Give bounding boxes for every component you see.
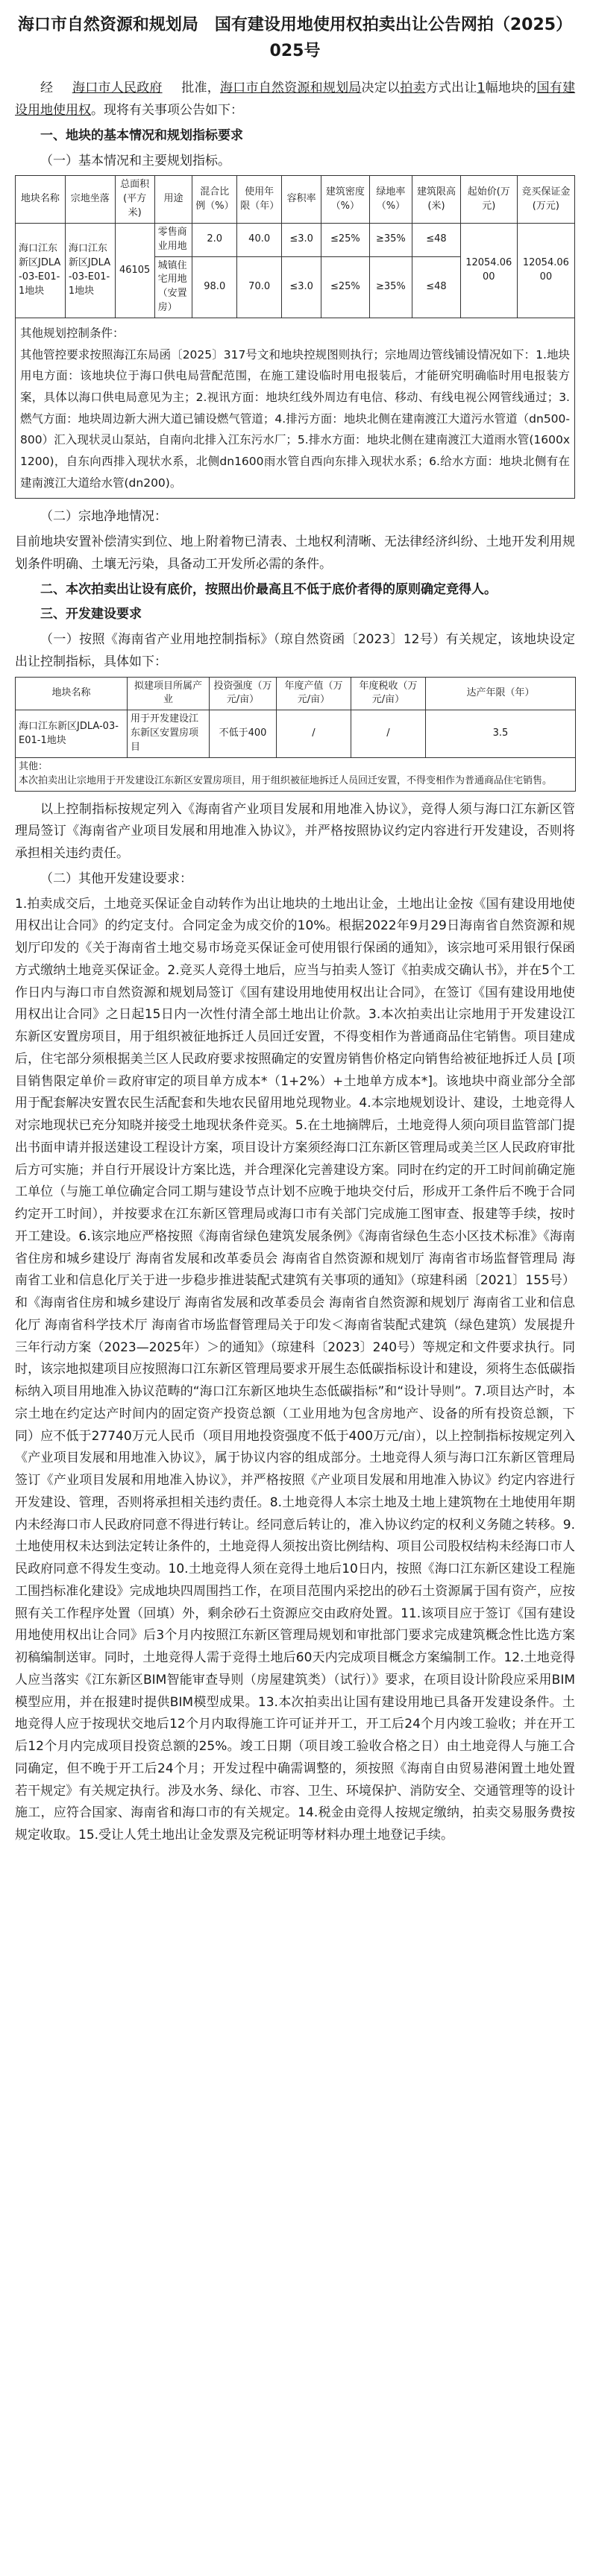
height-cell: ≤48	[412, 256, 461, 318]
intro-issuer: 海口市自然资源和规划局	[220, 80, 362, 96]
header-cell: 建筑密度（%）	[321, 176, 370, 224]
other-requirements-paragraph: 1.拍卖成交后，土地竞买保证金自动转作为出让地块的土地出让金，土地出让金按《国有建设用地使用权出让合同》的约定支付。合同定金为成交价的10%。根据2022年9月29日海南省自然资源和规划厅印发的《关于海南省土地交易市场竞买保证金可使用银行保函的通知》，该宗地可采用银行保函方式缴纳土地竞买保证金。2.竞买人竞得土地后，应当与拍卖人签订《拍卖成交确认书》，并在5个工作日内与海口市自然资源和规划局签订《国有建设用地使用权出让合同》，在签订《国有建设用地使用权出让合同》之日起15日内一次性付清全部土地出让价款。3.本次拍卖出让宗地用于开发建设江东新区安置房项目，用于组织被征地拆迁人员回迁安置，不得变相作为普通商品住宅销售。项目建成后，住宅部分须根据美兰区人民政府要求按照确定的安置房销售价格定向销售给被征地拆迁人员 [项目销售限定单价＝政府审定的项目单方成本*（1+2%）+土地单方成本*]。该地块中商业部分全部用于配套解决安置农民生活配套和失地农民留用地兑现物业。4.本宗地规划设计、建设，土地竞得人对宗地现状已充分知晓并接受土地现状条件竞买。5.在土地摘牌后，土地竞得人须向项目监管部门提出书面申请并报送建设工程设计方案，项目设计方案须经海口江东新区管理局或美兰区人民政府审批后方可实施；并自行开展设计方案比选，并合理深化完善建设方案。同时在约定的开工时间前确定施工单位（与施工单位确定合同工期与建设节点计划不应晚于地块交付后，形成开工条件后不晚于合同约定开工时间），并按要求在江东新区管理局或海口市有关部门完成施工图审查、报建等手续，按时开工建设。6.该宗地应严格按照《海南省绿色建筑发展条例》《海南省绿色生态小区技术标准》《海南省住房和城乡建设厅 海南省发展和改革委员会 海南省自然资源和规划厅 海南省市场监督管理局 海南省工业和信息化厅关于进一步稳步推进装配式建筑有关事项的通知》（琼建科函〔2021〕155号）和《海南省住房和城乡建设厅 海南省发展和改革委员会 海南省自然资源和规划厅 海南省工业和信息化厅 海南省科学技术厅 海南省市场监督管理局关于印发＜海南省装配式建筑（绿色建筑）发展提升三年行动方案（2023—2025年）＞的通知》（琼建科〔2023〕240号）等规定和文件要求执行。同时，该宗地拟建项目应按照海口江东新区管理局要求开展生态低碳指标设计和建设，须将生态低碳指标纳入项目用地准入协议范畴的“海口江东新区地块生态低碳指标”和“设计导则”。7.项目达产时，本宗土地在约定达产时间内的固定资产投资总额（工业用地为包含房地产、设备的所有投资总额，下同）应不低于27740万元人民币（项目用地投资强度不低于400万元/亩），以上控制指标按规定列入《产业项目发展和用地准入协议》，属于协议内容的组成部分。土地竞得人须与海口江东新区管理局签订《产业项目发展和用地准入协议》，并严格按照《产业项目发展和用地准入协议》约定内容进行开发建设、管理，否则将承担相关违约责任。8.土地竞得人本宗土地及土地上建筑物在土地使用年期内未经海口市人民政府同意不得进行转让。经同意后转让的，准入协议约定的权利义务随之转移。9.土地使用权未达到法定转让条件的，土地竞得人须按出资比例结构、项目公司股权结构未经海口市人民政府同意不得发生变动。10.土地竞得人须在竞得土地后10日内，按照《海口江东新区建设工程施工围挡标准化建设》完成地块四周围挡工作，在项目范围内采挖出的砂石土资源属于国有资产，应按照有关工作程序处置（回填）外，剩余砂石土资源应交由政府处置。11.该项目应于签订《国有建设用地使用权出让合同》后3个月内按照江东新区管理局规划和审批部门要求完成建筑概念性比选方案初稿编制送审。同时，土地竞得人需于竞得土地后60天内完成项目概念方案编制工作。12.土地竞得人应当落实《江东新区BIM智能审查导则（房屋建筑类）（试行）》要求，在项目设计阶段应采用BIM模型应用，并在报建时提供BIM模型成果。13.本次拍卖出让国有建设用地已具备开发建设条件。土地竞得人应于按现状交地后12个月内取得施工许可证并开工，开工后24个月内竣工验收；并在开工后12个月内完成项目投资总额的25%。竣工日期（项目竣工验收合格之日）由土地竞得人与施工合同确定，但不晚于开工后24个月；开发过程中确需调整的，须按照《海南自由贸易港闲置土地处置若干规定》有关规定执行。涉及水务、绿化、市容、卫生、环境保护、消防安全、交通管理等的设计施工，应符合国家、海南省和海口市的有关规定。14.税金由竞得人按规定缴纳，拍卖交易服务费按规定收取。15.受让人凭土地出让金发票及完税证明等材料办理土地登记手续。	[15, 896, 575, 1843]
table-cell: 用于开发建设江东新区安置房项目	[128, 710, 210, 758]
section-3-1-paragraph: （一）按照《海南省产业用地控制指标》（琼自然资函〔2023〕12号）有关规定，该地块设定出让控制指标，具体如下：	[15, 632, 575, 669]
header-cell: 容积率	[282, 176, 321, 224]
use-cell: 城镇住宅用地（安置房）	[154, 256, 192, 318]
table-cell: /	[351, 710, 426, 758]
other-conditions-cell	[16, 318, 575, 498]
land-info-header-row	[16, 176, 575, 224]
density-cell: ≤25%	[321, 256, 370, 318]
section-1-2-heading: （二）宗地净地情况：	[40, 509, 167, 525]
use-cell: 零售商业用地	[154, 223, 192, 256]
header-cell: 年度税收（万元/亩）	[351, 677, 426, 710]
header-cell: 用途	[154, 176, 192, 224]
table-cell: /	[277, 710, 351, 758]
intro-text-1: 经	[40, 80, 54, 96]
header-cell: 拟建项目所属产业	[128, 677, 210, 710]
header-cell: 宗地坐落	[65, 176, 115, 224]
intro-text-2: 批准，	[181, 80, 220, 96]
remark-text: 本次拍卖出让宗地用于开发建设江东新区安置房项目，用于组织被征地拆迁人员回迁安置，不得变相作为普通商品住宅销售。	[19, 774, 553, 786]
table-row	[16, 223, 575, 256]
header-cell: 绿地率（%）	[369, 176, 412, 224]
far-cell: ≤3.0	[282, 223, 321, 256]
intro-approver: 海口市人民政府	[72, 80, 163, 96]
land-area-cell: 46105	[115, 223, 154, 318]
ratio-cell: 2.0	[192, 223, 237, 256]
intro-text-4: 方式出让	[425, 80, 477, 96]
section-1-heading: 一、地块的基本情况和规划指标要求	[40, 127, 243, 143]
remark-label: 其他：	[19, 760, 48, 772]
header-cell: 年度产值（万元/亩）	[277, 677, 351, 710]
section-3-2-heading: （二）其他开发建设要求：	[40, 871, 192, 886]
start-price-cell: 12054.0600	[460, 223, 517, 318]
table-cell: 不低于400	[210, 710, 277, 758]
intro-text-6: 。现将有关事项公告如下：	[91, 103, 243, 119]
header-cell: 地块名称	[16, 677, 128, 710]
header-cell: 混合比例（%）	[192, 176, 237, 224]
intro-text-3: 决定以	[361, 80, 401, 96]
intro-method: 拍卖	[400, 80, 426, 96]
intro-count: 1	[477, 80, 486, 96]
control-index-table	[15, 677, 576, 792]
density-cell: ≤25%	[321, 223, 370, 256]
height-cell: ≤48	[412, 223, 461, 256]
control-index-header-row	[16, 677, 576, 710]
years-cell: 40.0	[237, 223, 282, 256]
table-cell: 海口江东新区JDLA-03-E01-1地块	[16, 710, 128, 758]
deposit-cell: 12054.0600	[517, 223, 574, 318]
header-cell: 总面积(平方米)	[115, 176, 154, 224]
land-name-cell: 海口江东新区JDLA-03-E01-1地块	[16, 223, 66, 318]
header-cell: 使用年限（年）	[237, 176, 282, 224]
table-cell: 3.5	[426, 710, 576, 758]
intro-paragraph	[15, 78, 575, 122]
header-cell: 地块名称	[16, 176, 66, 224]
header-cell: 投资强度（万元/亩）	[210, 677, 277, 710]
header-cell: 建筑限高(米)	[412, 176, 461, 224]
section-1-1-heading: （一）基本情况和主要规划指标。	[40, 153, 230, 168]
green-cell: ≥35%	[369, 223, 412, 256]
years-cell: 70.0	[237, 256, 282, 318]
ratio-cell: 98.0	[192, 256, 237, 318]
header-cell: 竞买保证金(万元)	[517, 176, 574, 224]
green-cell: ≥35%	[369, 256, 412, 318]
remark-cell	[16, 757, 576, 791]
far-cell: ≤3.0	[282, 256, 321, 318]
remark-row	[16, 757, 576, 791]
land-location-cell: 海口江东新区JDLA-03-E01-1地块	[65, 223, 115, 318]
land-info-table	[15, 175, 575, 499]
other-conditions-text: 其他管控要求按照海江东局函〔2025〕317号文和地块控规图则执行；宗地周边管线铺设情况如下：1.地块用电方面：该地块位于海口供电局营配范围，在施工建设临时用电报装后，才能研究明确临时用电报装方案，具体以海口供电局意见为主；2.视讯方面：地块红线外周边有电信、移动、有线电视公网管线通过；3.燃气方面：地块周边新大洲大道已铺设燃气管道；4.排污方面：地块北侧在建南渡江大道污水管道（dn500-800）汇入现状灵山泵站，自南向北排入江东污水厂；5.排水方面：地块北侧在建南渡江大道雨水管(1600x1200)，自东向西排入现状水系，北侧dn1600雨水管自西向东排入现状水系；6.给水方面：地块北侧有在建南渡江大道给水管(dn200)。	[20, 347, 570, 490]
section-2-heading: 二、本次拍卖出让设有底价，按照出价最高且不低于底价者得的原则确定竞得人。	[40, 581, 497, 597]
section-3-heading: 三、开发建设要求	[40, 607, 142, 622]
intro-land-type: 国有建设用地使用权	[15, 80, 576, 119]
intro-text-5: 幅地块的	[485, 80, 537, 96]
net-land-paragraph: 目前地块安置补偿清实到位、地上附着物已清表、土地权利清晰、无法律经济纠纷、土地开发利用规划条件明确、土壤无污染，具备动工开发所必需的条件。	[15, 534, 575, 572]
page-title: 海口市自然资源和规划局 国有建设用地使用权拍卖出让公告网拍（2025）025号	[17, 16, 573, 61]
other-conditions-row	[16, 318, 575, 498]
table-row	[16, 710, 576, 758]
dev-agreement-paragraph: 以上控制指标按规定列入《海南省产业项目发展和用地准入协议》，竞得人须与海口江东新区管理局签订《海南省产业项目发展和用地准入协议》，并严格按照协议约定内容进行开发建设，否则将承担相关违约责任。	[15, 801, 575, 861]
header-cell: 达产年限（年）	[426, 677, 576, 710]
other-conditions-label: 其他规划控制条件：	[20, 326, 125, 340]
header-cell: 起始价(万元)	[460, 176, 517, 224]
